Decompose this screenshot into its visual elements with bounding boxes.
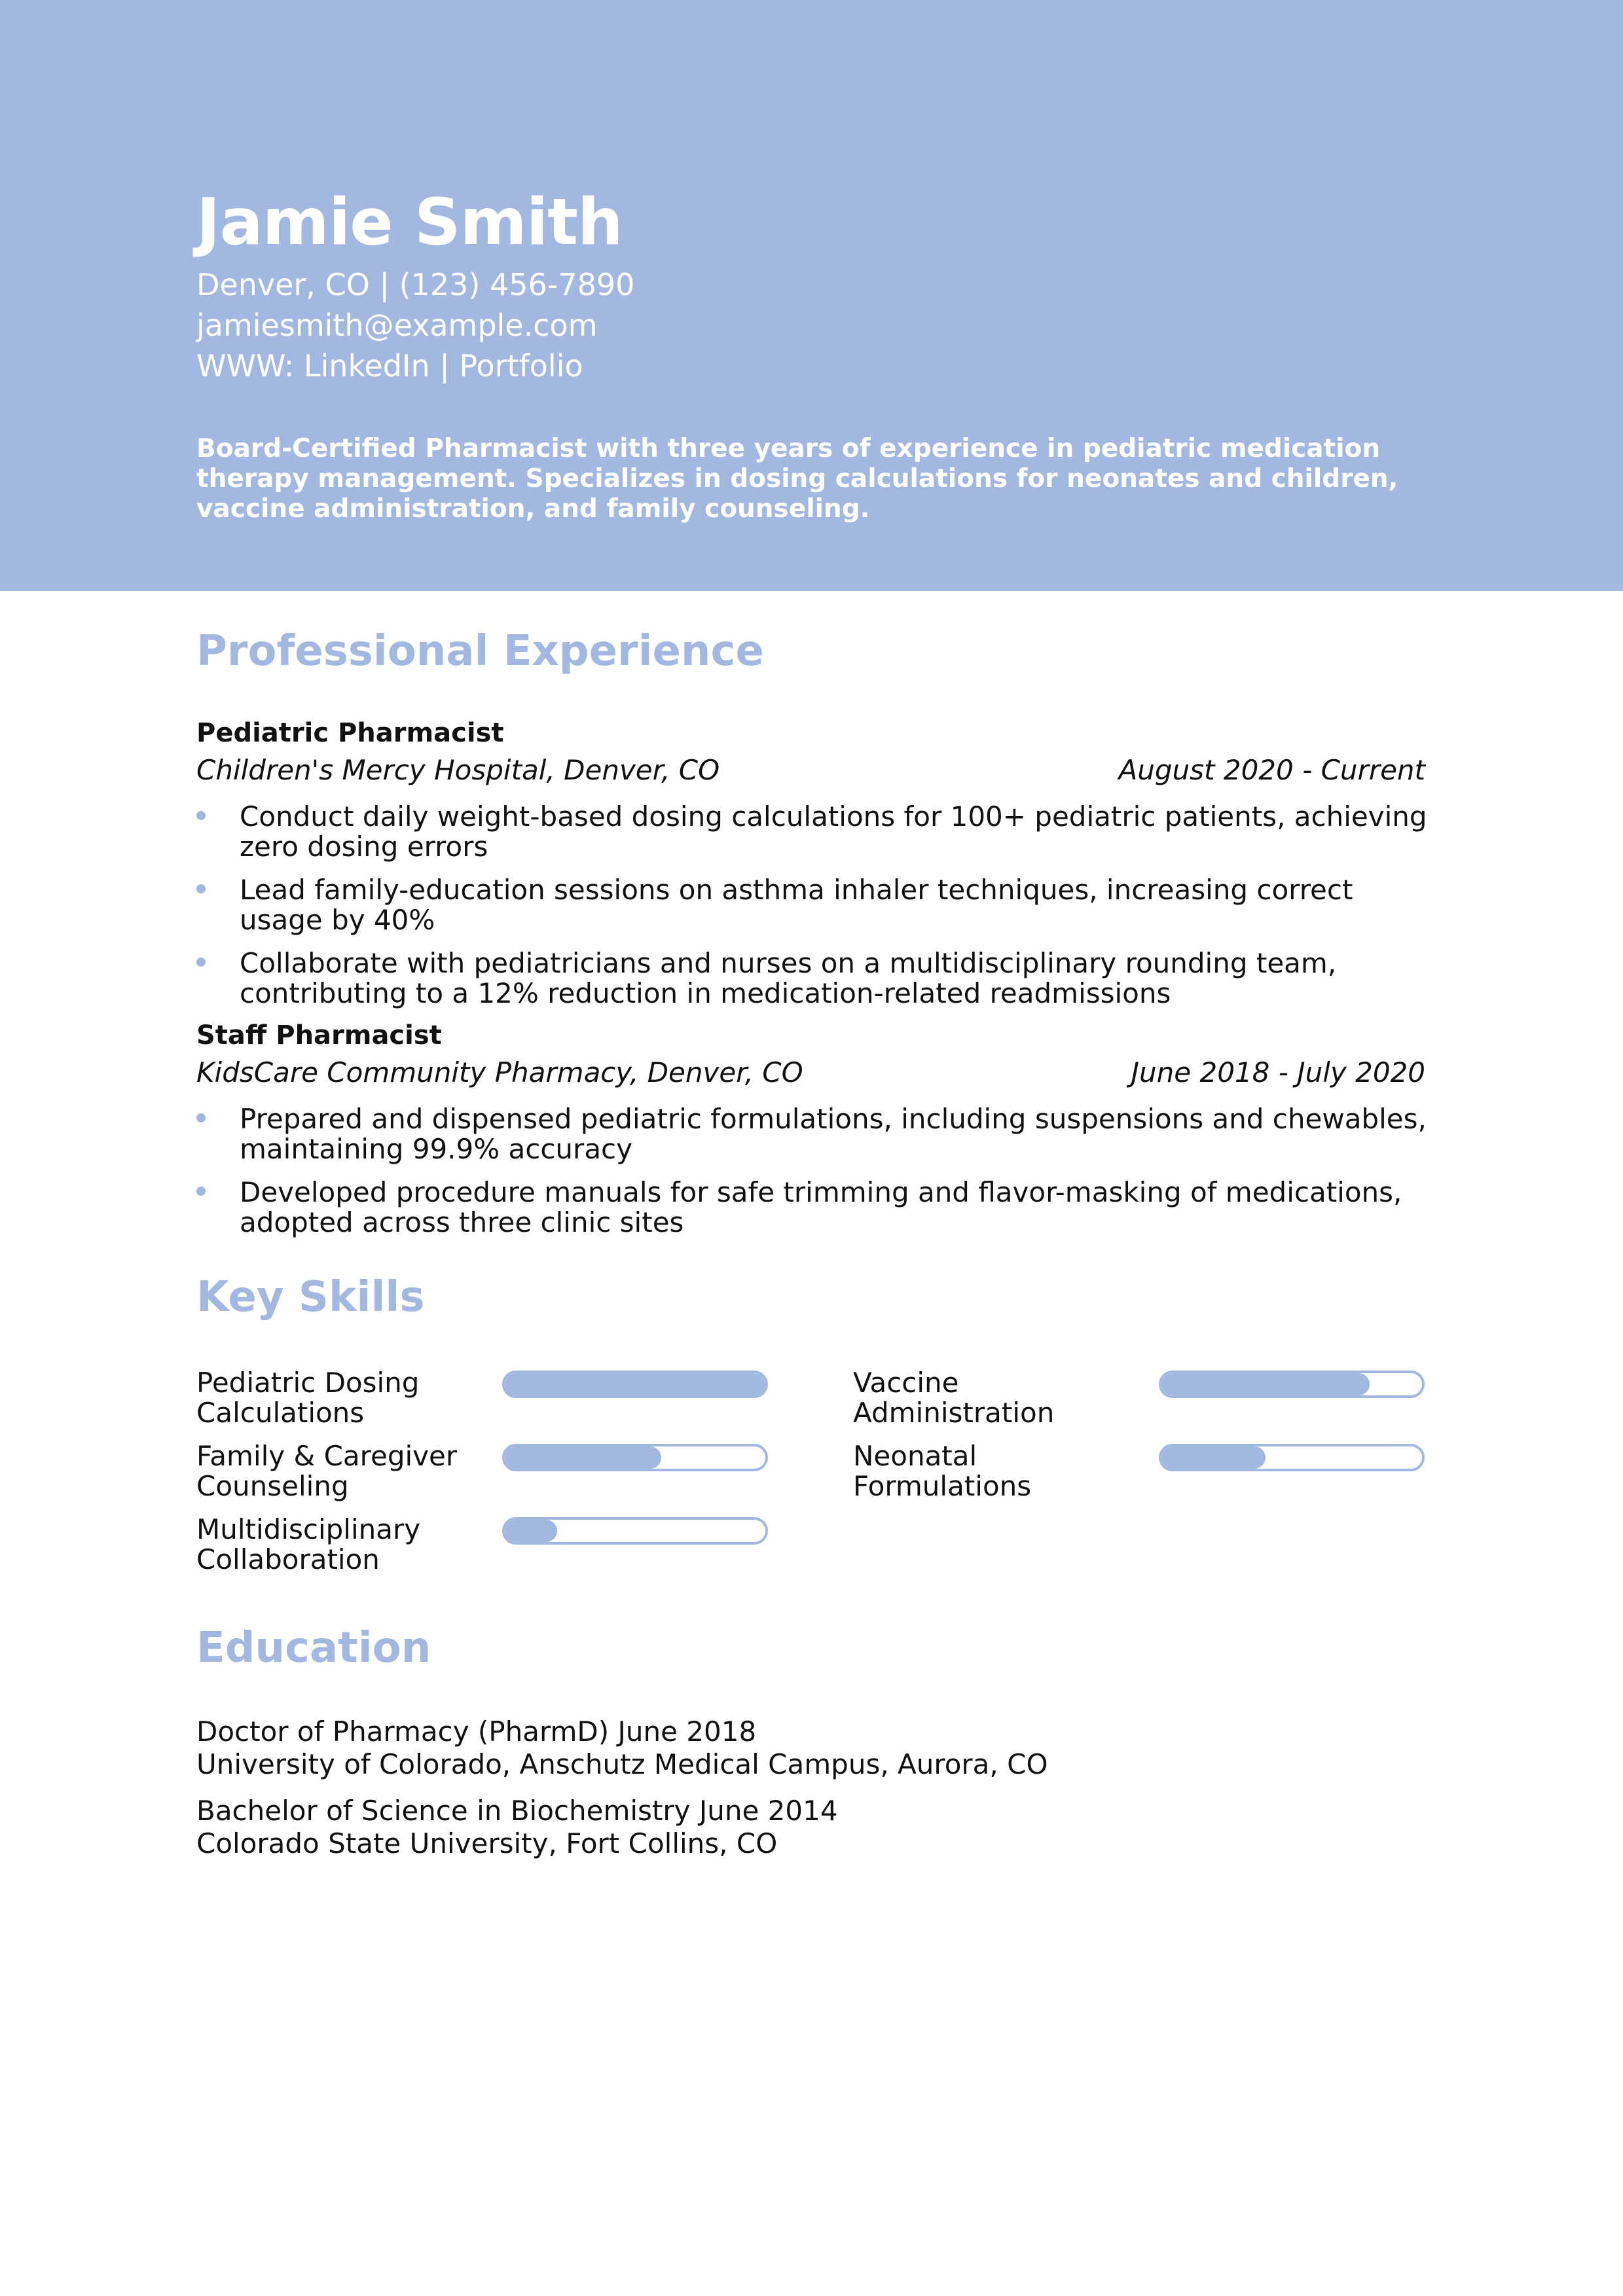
education-school: University of Colorado, Anschutz Medical Campus, Aurora, CO — [196, 1748, 1048, 1780]
skill-level-bar — [502, 1444, 768, 1471]
skill-label: Vaccine Administration — [853, 1367, 1055, 1429]
skill-level-bar — [502, 1517, 768, 1545]
bullet-icon — [196, 811, 206, 820]
bullet-icon — [196, 1113, 206, 1122]
skill-level-bar — [1159, 1371, 1425, 1398]
bullet-icon — [196, 958, 206, 967]
education-entry — [196, 1715, 1048, 1781]
skill-label: Pediatric Dosing Calculations — [196, 1367, 420, 1429]
contact-block — [196, 264, 634, 386]
section-title-skills: Key Skills — [196, 1273, 425, 1321]
job-meta — [196, 1056, 1425, 1088]
job-bullet: Developed procedure manuals for safe trimming and flavor-masking of medications, adopted across three clinic sites — [196, 1177, 1427, 1238]
job-dates: August 2020 - Current — [1118, 754, 1425, 786]
education-entry — [196, 1795, 838, 1860]
section-title-experience: Professional Experience — [196, 627, 764, 675]
job-bullet: Collaborate with pediatricians and nurses on a multidisciplinary rounding team, contributing to a 12% reduction in medication-related readmissions — [196, 948, 1427, 1009]
skill-level-fill — [1161, 1446, 1266, 1469]
education-school: Colorado State University, Fort Collins, CO — [196, 1827, 778, 1859]
section-title-education: Education — [196, 1624, 431, 1672]
job-title: Pediatric Pharmacist — [196, 718, 504, 748]
education-degree: Doctor of Pharmacy (PharmD) June 2018 — [196, 1715, 757, 1748]
job-bullet: Conduct daily weight-based dosing calculations for 100+ pediatric patients, achieving zero dosing errors — [196, 802, 1427, 862]
education-degree: Bachelor of Science in Biochemistry June 2014 — [196, 1795, 838, 1827]
skill-level-bar — [1159, 1444, 1425, 1471]
job-bullet: Lead family-education sessions on asthma inhaler techniques, increasing correct usage by 40% — [196, 875, 1427, 935]
location-phone: Denver, CO | (123) 456-7890 — [196, 267, 635, 302]
skill-label: Neonatal Formulations — [853, 1440, 1032, 1502]
skill-level-fill — [1161, 1373, 1370, 1395]
job-employer: Children's Mercy Hospital, Denver, CO — [196, 754, 720, 786]
resume-header — [0, 0, 1623, 591]
skill-level-fill — [505, 1446, 661, 1469]
job-meta — [196, 754, 1425, 786]
job-dates: June 2018 - July 2020 — [1131, 1056, 1425, 1088]
skill-label: Family & Caregiver Counseling — [196, 1440, 458, 1502]
web-links: WWW: LinkedIn | Portfolio — [196, 348, 583, 384]
skill-level-fill — [505, 1373, 765, 1395]
skill-level-bar — [502, 1371, 768, 1398]
professional-summary: Board-Certified Pharmacist with three years of experience in pediatric medication therapy management. Specializes in dosing calculations for neonates and children, vaccine administration, and family counseling. — [196, 434, 1398, 524]
skill-label: Multidisciplinary Collaboration — [196, 1513, 421, 1575]
email-text: jamiesmith@example.com — [196, 308, 598, 343]
bullet-icon — [196, 884, 206, 893]
job-bullet: Prepared and dispensed pediatric formulations, including suspensions and chewables, maintaining 99.9% accuracy — [196, 1104, 1427, 1164]
job-employer: KidsCare Community Pharmacy, Denver, CO — [196, 1056, 803, 1088]
skill-level-fill — [505, 1520, 557, 1542]
job-title: Staff Pharmacist — [196, 1020, 442, 1050]
bullet-icon — [196, 1187, 206, 1196]
candidate-name: Jamie Smith — [196, 185, 623, 260]
